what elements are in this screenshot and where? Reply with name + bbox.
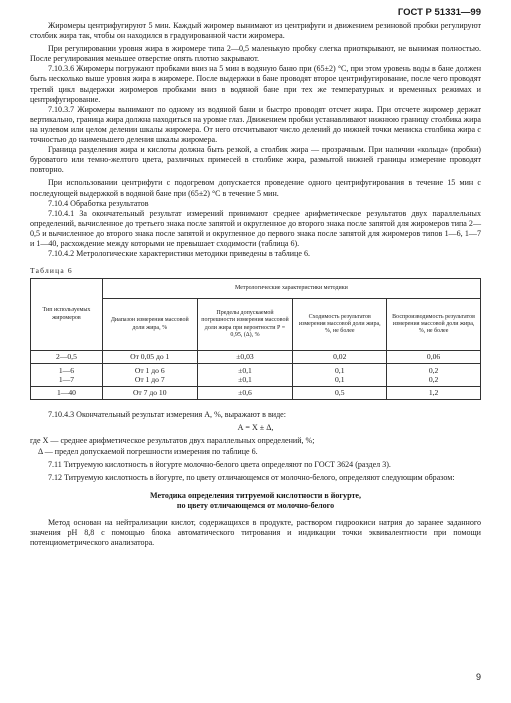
section-heading: 7.10.4 Обработка результатов — [48, 198, 149, 208]
table-cell: 1—7 — [58, 375, 75, 385]
table-cell: ±0,6 — [197, 387, 293, 400]
table-header-reproducibility: Воспроизводимость результатов измерения массовой доли жира, %, не более — [387, 299, 481, 351]
paragraph: 7.10.4.2 Метрологические характеристики методики приведены в таблице 6. — [48, 249, 310, 259]
table-cell: 1—6 — [58, 366, 75, 376]
paragraph: где Х — среднее арифметическое результатов двух параллельных определений, %; — [30, 436, 315, 446]
table-row — [31, 364, 481, 387]
paragraph: При регулировании уровня жира в жиромере типа 2—0,5 маленькую пробку слегка приоткрывают, не вынимая полностью. После регулирования меньшее отверстие опять плотно закрывают. — [30, 44, 481, 64]
method-title: Методика определения титруемой кислотности в йогурте, — [150, 490, 361, 500]
document-body — [30, 21, 481, 548]
table-cell: 0,2 — [428, 366, 439, 376]
formula: А = Х ± Δ, — [237, 423, 274, 433]
paragraph: 7.10.3.6 Жиромеры погружают пробками вниз на 5 мин в водяную баню при (65±2) °С, при этом уровень воды в бане должен быть несколько выше уровня жира в жиромере. После выдержки в бане проводят второе центрифугирование, после чего проводят третий цикл выдержки жиромеров пробками вниз в водяной бане при тех же температурных и временных режимах и центрифугирование. — [30, 64, 481, 104]
paragraph: 7.10.4.3 Окончательный результат измерения А, %, выражают в виде: — [48, 410, 286, 420]
table-cell: От 7 до 10 — [102, 387, 197, 400]
paragraph: Жиромеры центрифугируют 5 мин. Каждый жиромер вынимают из центрифуги и движением резиновой пробки регулируют столбик жира так, чтобы он находился в градуированной части жиромера. — [30, 21, 481, 41]
doc-id-header: ГОСТ Р 51331—99 — [397, 7, 481, 18]
table-cell: 0,1 — [335, 366, 345, 376]
table-cell: 0,02 — [293, 351, 387, 364]
paragraph: 7.11 Титруемую кислотность в йогурте молочно-белого цвета определяют по ГОСТ 3624 (раздел 3). — [48, 459, 391, 469]
table-header-group: Метрологические характеристики методики — [102, 279, 480, 299]
table-header-range: Диапазон измерения массовой доли жира, % — [102, 299, 197, 351]
table-cell: 0,5 — [293, 387, 387, 400]
table-caption: Таблица 6 — [30, 266, 73, 276]
paragraph: 7.10.4.1 За окончательный результат измерений принимают среднее арифметическое результатов двух параллельных определений, вычисленное до третьего знака после запятой и округленное до второго знака после запятой для жиромеров типа 2—0,5 и вычисленное до второго знака после запятой и округленное до первого знака после запятой для жиромеров типов 1—6, 1—7 и 1—40, расхождение между которыми не превышает сходимости (таблица 6). — [30, 208, 481, 248]
table-cell: 1—40 — [31, 387, 103, 400]
table-row — [31, 351, 481, 364]
metrology-table — [30, 278, 481, 400]
table-cell: ±0,03 — [197, 351, 293, 364]
table-cell: 0,1 — [335, 375, 345, 385]
table-header-convergence: Сходимость результатов измерения массовой доли жира, %, не более — [293, 299, 387, 351]
table-row — [31, 387, 481, 400]
paragraph: Граница разделения жира и кислоты должна быть резкой, а столбик жира — прозрачным. При наличии «кольца» (пробки) буроватого или темно-желтого цвета, различных примесей в столбике жира, размытой нижней границы измерение проводят повторно. — [30, 145, 481, 175]
table-cell: 1,2 — [387, 387, 481, 400]
table-cell: 0,06 — [387, 351, 481, 364]
table-cell: 0,2 — [428, 375, 439, 385]
table-cell: От 1 до 6 — [134, 366, 165, 376]
table-cell: От 0,05 до 1 — [102, 351, 197, 364]
table-cell: ±0,1 — [238, 375, 252, 385]
page-number: 9 — [475, 672, 481, 682]
table-cell: 2—0,5 — [31, 351, 103, 364]
paragraph: 7.12 Титруемую кислотность в йогурте, по цвету отличающемся от молочно-белого, определяют следующим образом: — [48, 472, 455, 482]
table-header-limits: Пределы допускаемой погрешности измерения массовой доли жира при вероятности Р = 0,95, (Δ), % — [197, 299, 293, 351]
paragraph: Метод основан на нейтрализации кислот, содержащихся в продукте, раствором гидроокиси натрия до заранее заданного значения pH 8,8 с помощью блока автоматического титрования и индикации точки эквивалентности при помощи потенциометрического анализатора. — [30, 518, 481, 548]
table-header-type: Тип используемых жиромеров — [31, 279, 103, 351]
paragraph: Δ — предел допускаемой погрешности измерения по таблице 6. — [38, 446, 258, 456]
method-title: по цвету отличающемся от молочно-белого — [176, 500, 335, 510]
table-cell: ±0,1 — [238, 366, 252, 376]
paragraph: При использовании центрифуги с подогревом допускается проведение одного центрифугирования в течение 15 мин с последующей выдержкой в водяной бане при (65±2) °С в течение 5 мин. — [30, 178, 481, 198]
table-cell: От 1 до 7 — [134, 375, 165, 385]
paragraph: 7.10.3.7 Жиромеры вынимают по одному из водяной бани и быстро проводят отсчет жира. При отсчете жиромер держат вертикально, граница жира должна находиться на уровне глаз. Движением пробки устанавливают нижнюю границу столбика жира на нулевом или целом делении шкалы жиромера. От него отсчитывают число делений до нижней точки мениска столбика жира с точностью до наименьшего деления шкалы жиромера. — [30, 104, 481, 145]
